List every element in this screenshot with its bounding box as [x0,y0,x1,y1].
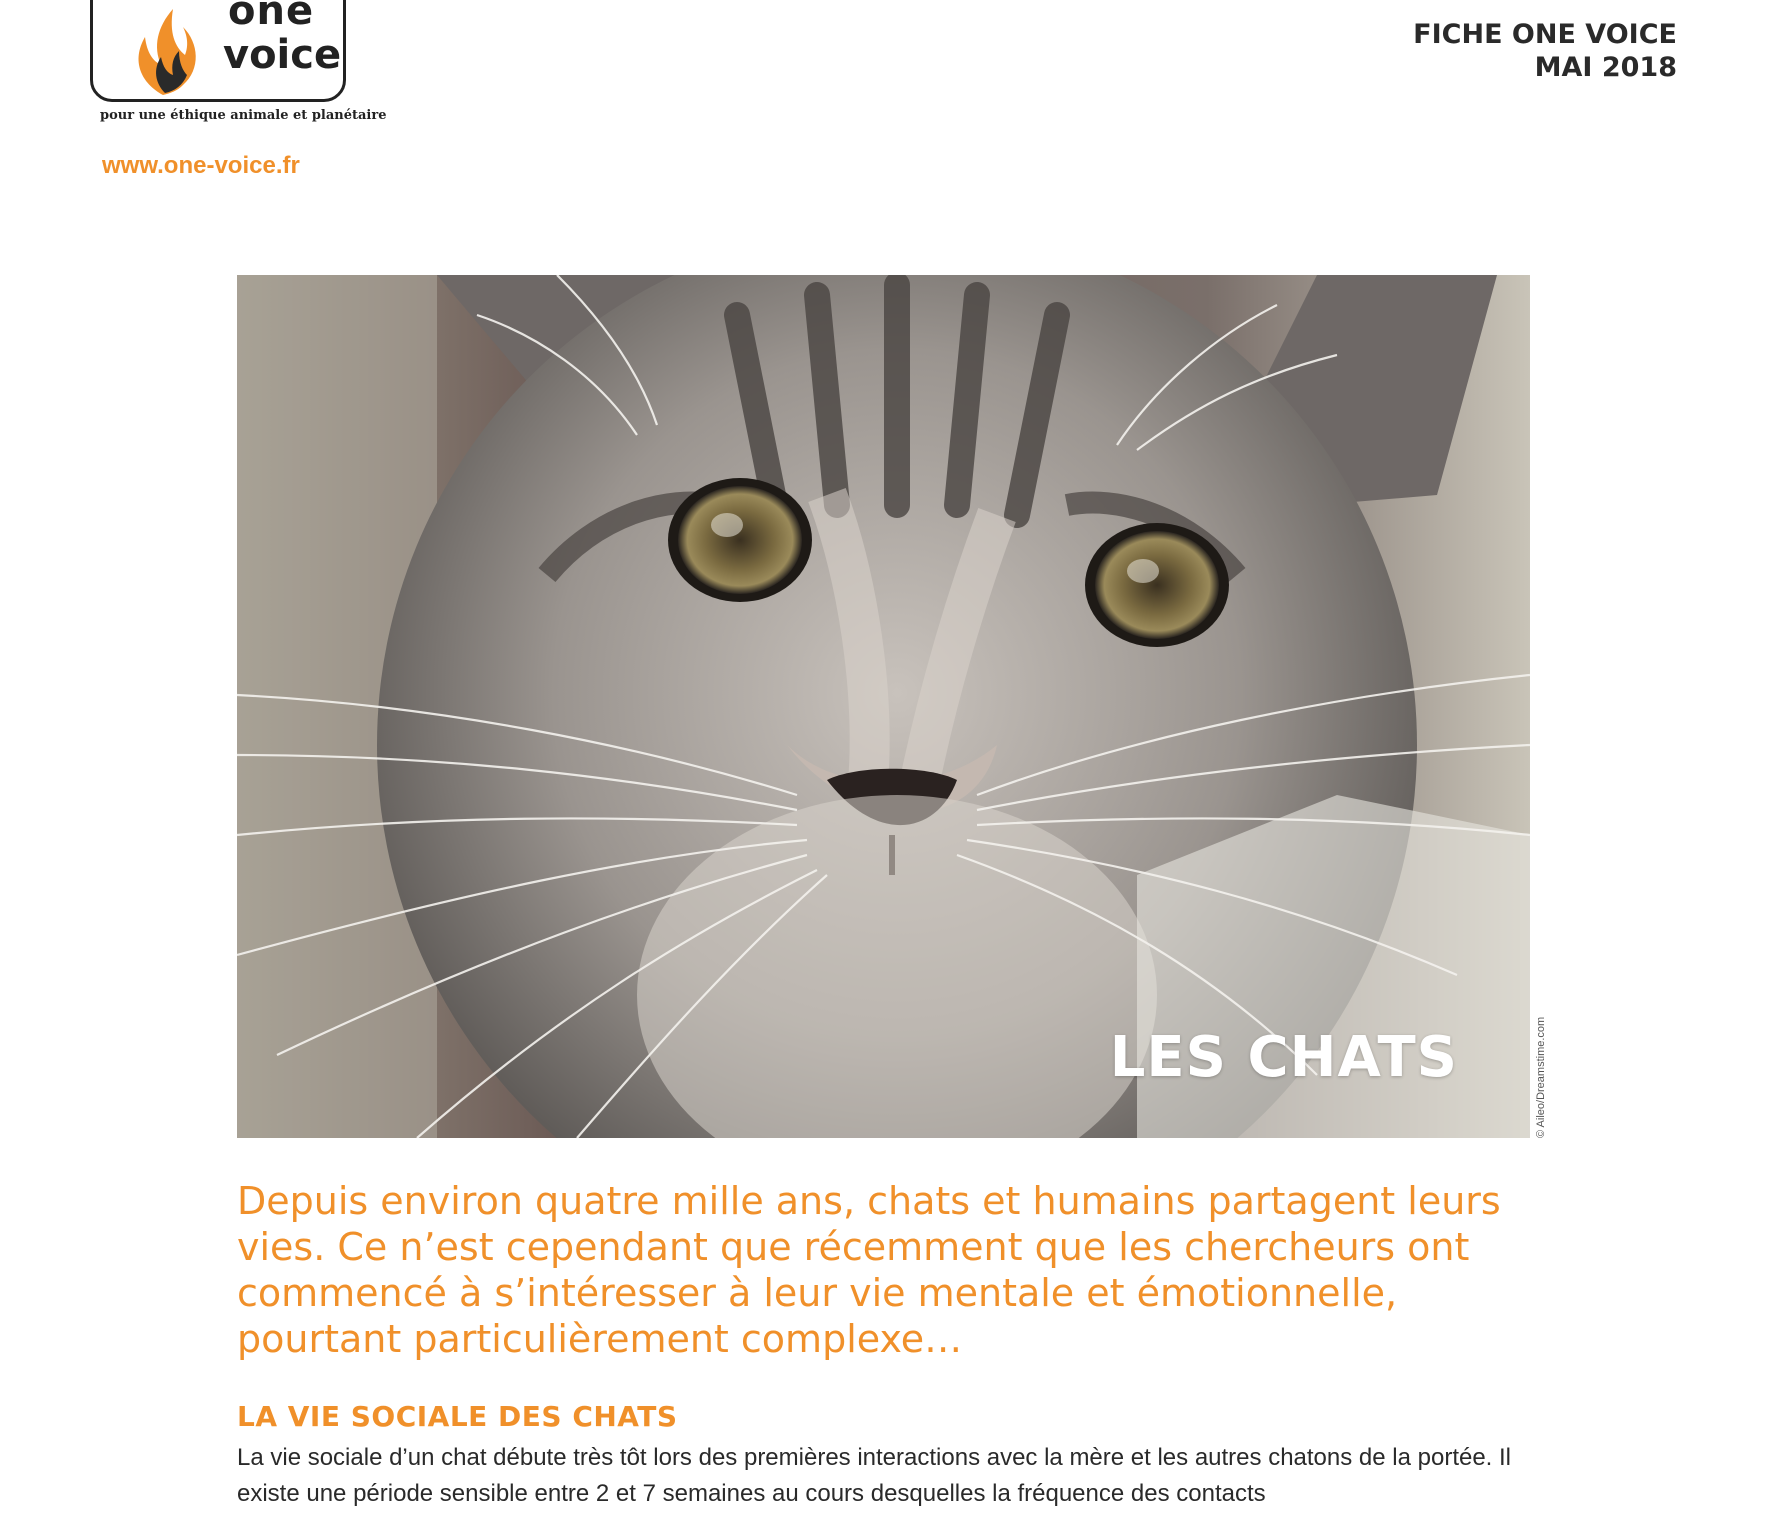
sheet-title [1413,18,1677,84]
section-heading: LA VIE SOCIALE DES CHATS [237,1400,678,1433]
hero-image [237,275,1530,1138]
sheet-title-line1: FICHE ONE VOICE [1413,19,1677,50]
logo-tagline: pour une éthique animale et planétaire [100,108,387,123]
hero-title: LES CHATS [1109,1025,1458,1090]
logo-word-voice: voice [223,32,342,78]
photo-credit: © Aileo/Dreamstime.com [1535,1016,1547,1138]
kitten-photo [237,275,1530,1138]
website-link[interactable]: www.one-voice.fr [102,152,300,179]
section-body: La vie sociale d’un chat débute très tôt lors des premières interactions avec la mère et les autres chatons de la portée. Il existe une période sensible entre 2 et 7 semaines au cours desquelles la fréquence des contacts [237,1444,1512,1507]
flame-logo-icon [123,3,203,99]
sheet-title-date: MAI 2018 [1534,52,1677,83]
intro-paragraph: Depuis environ quatre mille ans, chats et humains partagent leurs vies. Ce n’est cependant que récemment que les chercheurs ont commencé à s’intéresser à leur vie mentale et émotionnelle, pourtant particulièrement complexe… [237,1179,1501,1361]
logo-word-one: one [228,0,315,34]
one-voice-logo [90,0,346,102]
